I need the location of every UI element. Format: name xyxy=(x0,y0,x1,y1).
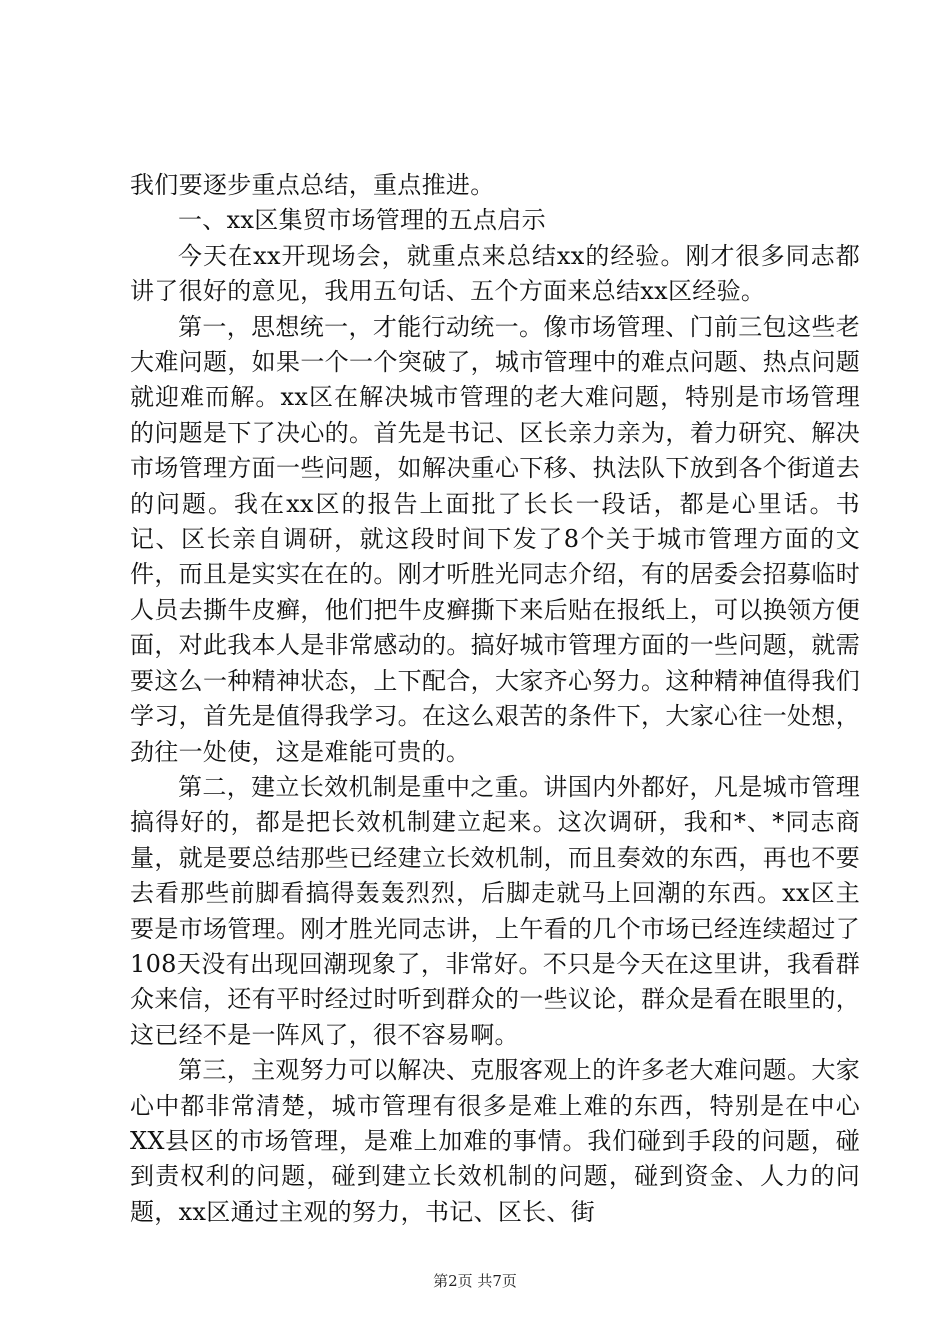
section-heading: 一、xx区集贸市场管理的五点启示 xyxy=(178,206,546,235)
page-number-footer: 第2页 共7页 xyxy=(433,1272,517,1290)
paragraph-continuation: 我们要逐步重点总结，重点推进。 xyxy=(130,171,495,199)
document-body xyxy=(130,168,860,1230)
paragraph-point-one: 第一，思想统一，才能行动统一。像市场管理、门前三包这些老大难问题，如果一个一个突破了，城市管理中的难点问题、热点问题就迎难而解。xx区在解决城市管理的老大难问题，特别是市场管理的问题是下了决心的。首先是书记、区长亲力亲为，着力研究、解决市场管理方面一些问题，如解决重心下移、执法队下放到各个街道去的问题。我在xx区的报告上面批了长长一段话，都是心里话。书记、区长亲自调研，就这段时间下发了8个关于城市管理方面的文件，而且是实实在在的。刚才听胜光同志介绍，有的居委会招募临时人员去撕牛皮癣，他们把牛皮癣撕下来后贴在报纸上，可以换领方便面，对此我本人是非常感动的。搞好城市管理方面的一些问题，就需要这么一种精神状态，上下配合，大家齐心努力。这种精神值得我们学习，首先是值得我学习。在这么艰苦的条件下，大家心往一处想，劲往一处使，这是难能可贵的。 xyxy=(130,312,860,766)
paragraph-point-two: 第二，建立长效机制是重中之重。讲国内外都好，凡是城市管理搞得好的，都是把长效机制建立起来。这次调研，我和*、*同志商量，就是要总结那些已经建立长效机制，而且奏效的东西，再也不要去看那些前脚看搞得轰轰烈烈，后脚走就马上回潮的东西。xx区主要是市场管理。刚才胜光同志讲，上午看的几个市场已经连续超过了108天没有出现回潮现象了，非常好。不只是今天在这里讲，我看群众来信，还有平时经过时听到群众的一些议论，群众是看在眼里的，这已经不是一阵风了，很不容易啊。 xyxy=(130,772,860,1049)
paragraph-intro: 今天在xx开现场会，就重点来总结xx的经验。刚才很多同志都讲了很好的意见，我用五句话、五个方面来总结xx区经验。 xyxy=(130,241,860,306)
paragraph-point-three: 第三，主观努力可以解决、克服客观上的许多老大难问题。大家心中都非常清楚，城市管理有很多是难上难的东西，特别是在中心XX县区的市场管理，是难上加难的事情。我们碰到手段的问题，碰到责权利的问题，碰到建立长效机制的问题，碰到资金、人力的问题，xx区通过主观的努力，书记、区长、街 xyxy=(130,1056,860,1226)
